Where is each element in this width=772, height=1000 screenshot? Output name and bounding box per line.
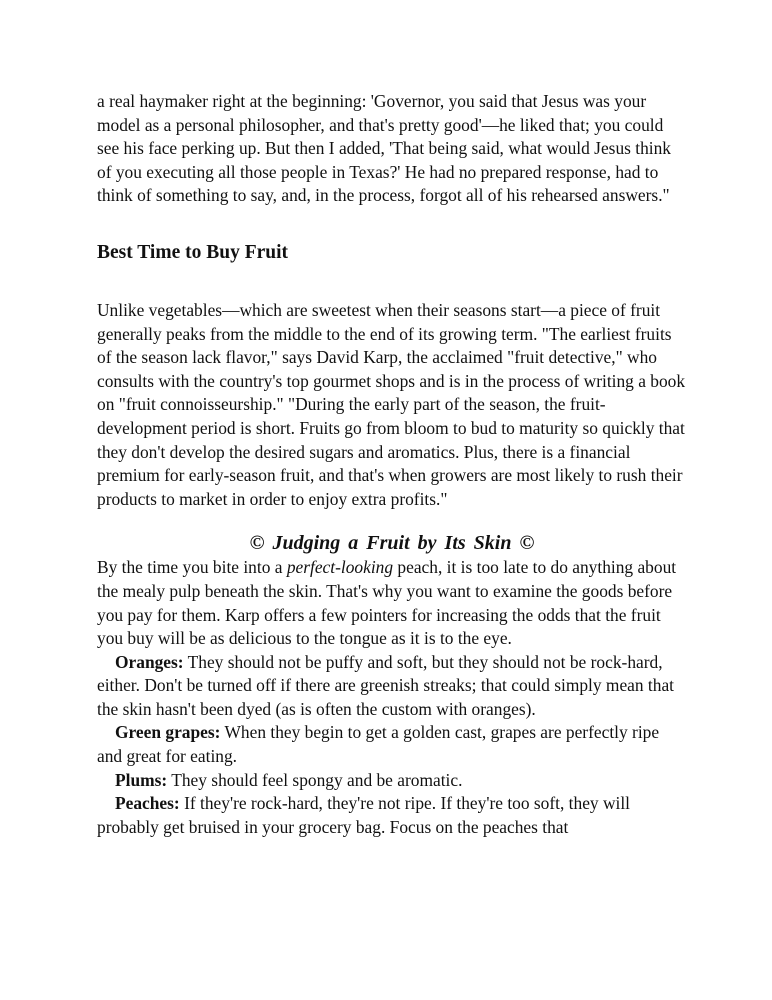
fruit-text: They should feel spongy and be aromatic.	[167, 769, 463, 790]
skin-paragraph-after: peach, it is too late to do anything about the mealy pulp beneath the skin. That's why you want to examine the goods before you pay for them. Karp offers a few pointers for increasing the odds that the fruit you buy will be as delicious to the tongue as it is to the eye.	[97, 557, 677, 649]
fruit-name: Plums:	[115, 769, 168, 790]
fruit-item-oranges	[97, 651, 687, 722]
fruit-text: When they begin to get a golden cast, grapes are perfectly ripe and great for eating.	[97, 722, 660, 767]
section-heading: Best Time to Buy Fruit	[97, 241, 289, 263]
fruit-item-green-grapes	[97, 721, 687, 768]
skin-paragraph	[97, 556, 687, 650]
skin-paragraph-before: By the time you bite into a	[97, 557, 287, 578]
fruit-name: Oranges:	[115, 651, 184, 672]
intro-paragraph: a real haymaker right at the beginning: 'Governor, you said that Jesus was your model as a personal philosopher, and that's pretty good'—he liked that; you could see his face perking up. But then I added, 'That being said, what would Jesus think of you executing all those people in Texas?' He had no prepared response, had to think of something to say, and, in the process, forgot all of his rehearsed answers."	[97, 91, 672, 206]
subheading: © Judging a Fruit by Its Skin ©	[249, 532, 535, 555]
page-body	[97, 90, 687, 839]
fruit-item-plums	[97, 769, 687, 793]
section-paragraph: Unlike vegetables—which are sweetest when their seasons start—a piece of fruit generally peaks from the middle to the end of its growing term. "The earliest fruits of the season lack flavor," says David Karp, the acclaimed "fruit detective," who consults with the country's top gourmet shops and is in the process of writing a book on "fruit connoisseurship." "During the early part of the season, the fruit-development period is short. Fruits go from bloom to bud to maturity so quickly that they don't develop the desired sugars and aromatics. Plus, there is a financial premium for early-season fruit, and that's when growers are most likely to rush their products to market in order to enjoy extra profits."	[97, 299, 686, 509]
fruit-text: If they're rock-hard, they're not ripe. If they're too soft, they will probably get bruised in your grocery bag. Focus on the peaches that	[97, 793, 631, 837]
fruit-name: Peaches:	[115, 793, 180, 814]
fruit-name: Green grapes:	[115, 722, 221, 743]
fruit-text: They should not be puffy and soft, but they should not be rock-hard, either. Don't be turned off if there are greenish streaks; that could simply mean that the skin hasn't been dyed (as is often the custom with oranges).	[97, 651, 675, 719]
fruit-item-peaches	[97, 792, 687, 839]
skin-paragraph-emphasis: perfect-looking	[286, 557, 394, 578]
